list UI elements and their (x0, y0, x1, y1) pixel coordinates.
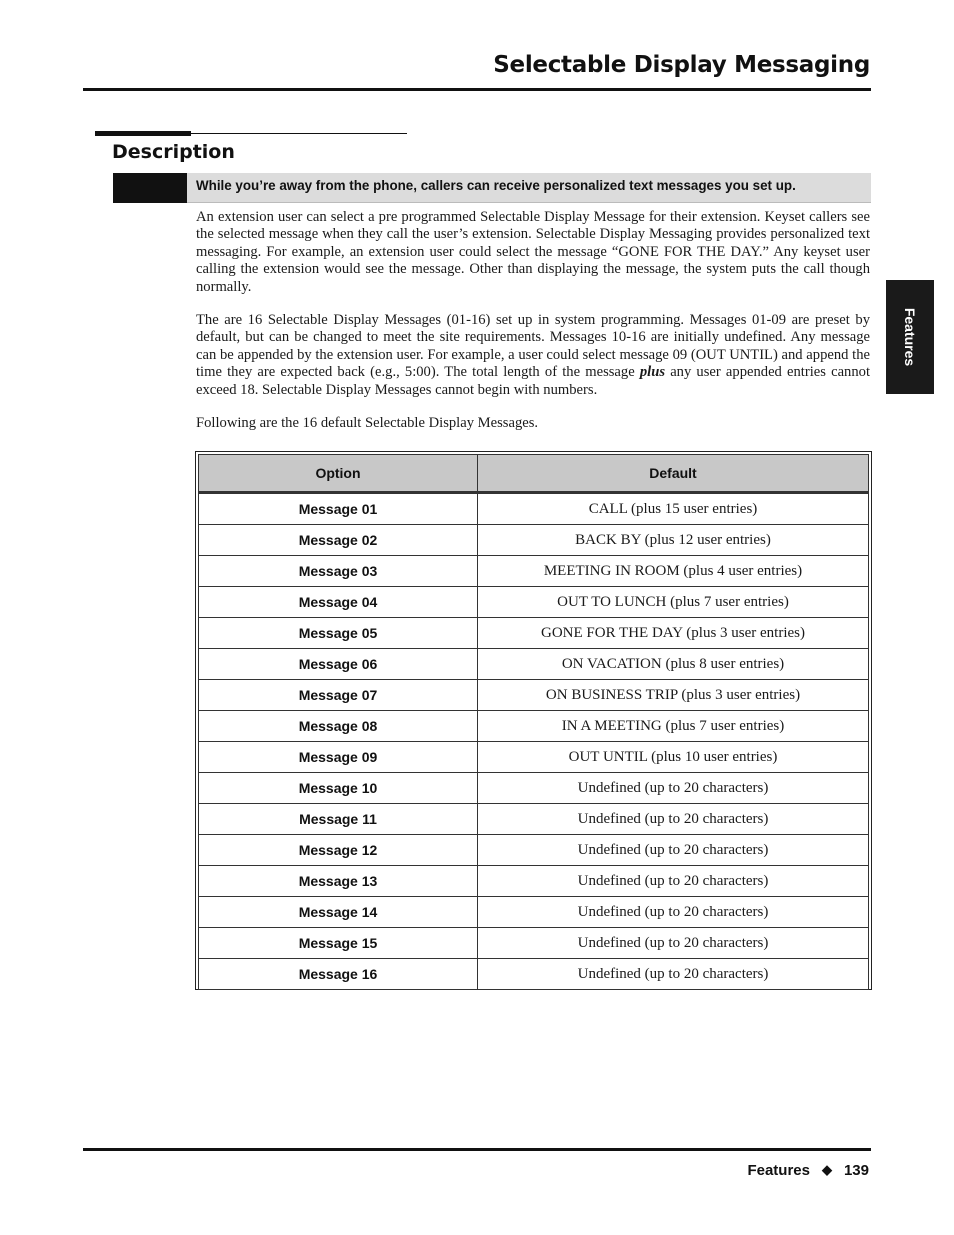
default-cell: IN A MEETING (plus 7 user entries) (478, 711, 869, 742)
page-header-title: Selectable Display Messaging (493, 52, 870, 78)
paragraph-messages-part2: any user appended entries cannot exceed 18. Selectable Display Messages cannot begin with numbers. (196, 364, 870, 398)
default-cell: MEETING IN ROOM (plus 4 user entries) (478, 556, 869, 587)
footer-rule (83, 1148, 871, 1151)
side-tab-features (886, 280, 934, 394)
table-row (199, 587, 869, 618)
side-tab-label: Features (902, 307, 918, 367)
paragraph-messages-part1: The are 16 Selectable Display Messages (01-16) set up in system programming. Messages 01-09 are preset by default, but can be changed to meet the site requirements. Messages 10-16 are initially undefined. Any message can be appended by the extension user. For example, a user could select message 09 (OUT UNTIL) and append the time they are expected back (e.g., 5:00). The total length of the message (196, 312, 870, 381)
option-cell: Message 07 (199, 680, 478, 711)
default-cell: Undefined (up to 20 characters) (478, 804, 869, 835)
summary-banner (113, 173, 871, 203)
table-row (199, 866, 869, 897)
option-cell: Message 09 (199, 742, 478, 773)
table-row (199, 649, 869, 680)
table-row (199, 525, 869, 556)
paragraph-intro: An extension user can select a pre programmed Selectable Display Message for their extension. Keyset callers see the selected message when they call the user’s extension. Selectable Display Messaging provides personalized text messaging. For example, an extension user could select the message “GONE FOR THE DAY.” Any keyset user calling the extension would see the message. Other than displaying the message, the system puts the call though normally. (196, 209, 870, 295)
option-cell: Message 01 (199, 493, 478, 525)
footer-section: Features (747, 1162, 810, 1179)
default-cell: ON BUSINESS TRIP (plus 3 user entries) (478, 680, 869, 711)
page-number: 139 (843, 1162, 869, 1179)
diamond-icon: ◆ (821, 1162, 832, 1177)
table-row (199, 493, 869, 525)
messages-table-frame (195, 451, 872, 990)
table-row (199, 897, 869, 928)
table-row (199, 742, 869, 773)
section-title: Description (112, 141, 235, 163)
default-cell: Undefined (up to 20 characters) (478, 835, 869, 866)
option-cell: Message 04 (199, 587, 478, 618)
section-bar-thin (190, 133, 407, 134)
option-cell: Message 16 (199, 959, 478, 990)
table-row (199, 711, 869, 742)
option-cell: Message 03 (199, 556, 478, 587)
column-header-option: Option (199, 455, 478, 493)
default-cell: Undefined (up to 20 characters) (478, 959, 869, 990)
table-row (199, 618, 869, 649)
table-row (199, 773, 869, 804)
summary-text: While you’re away from the phone, callers can receive personalized text messages you set up. (196, 178, 796, 193)
paragraph-messages (196, 312, 870, 399)
option-cell: Message 06 (199, 649, 478, 680)
table-row (199, 835, 869, 866)
default-cell: CALL (plus 15 user entries) (478, 493, 869, 525)
table-body (199, 493, 869, 990)
default-cell: Undefined (up to 20 characters) (478, 928, 869, 959)
option-cell: Message 13 (199, 866, 478, 897)
default-cell: ON VACATION (plus 8 user entries) (478, 649, 869, 680)
default-cell: Undefined (up to 20 characters) (478, 866, 869, 897)
messages-table (198, 454, 869, 990)
default-cell: OUT TO LUNCH (plus 7 user entries) (478, 587, 869, 618)
default-cell: Undefined (up to 20 characters) (478, 773, 869, 804)
option-cell: Message 12 (199, 835, 478, 866)
header-rule (83, 88, 871, 91)
option-cell: Message 11 (199, 804, 478, 835)
column-header-default: Default (478, 455, 869, 493)
section-bar-thick (95, 131, 191, 136)
option-cell: Message 14 (199, 897, 478, 928)
page-footer (747, 1162, 869, 1179)
table-row (199, 928, 869, 959)
option-cell: Message 08 (199, 711, 478, 742)
emphasis-plus: plus (639, 364, 666, 381)
option-cell: Message 10 (199, 773, 478, 804)
summary-marker (113, 173, 187, 203)
option-cell: Message 05 (199, 618, 478, 649)
table-row (199, 804, 869, 835)
option-cell: Message 02 (199, 525, 478, 556)
default-cell: OUT UNTIL (plus 10 user entries) (478, 742, 869, 773)
default-cell: Undefined (up to 20 characters) (478, 897, 869, 928)
option-cell: Message 15 (199, 928, 478, 959)
table-header-row (199, 455, 869, 493)
default-cell: BACK BY (plus 12 user entries) (478, 525, 869, 556)
default-cell: GONE FOR THE DAY (plus 3 user entries) (478, 618, 869, 649)
paragraph-following: Following are the 16 default Selectable Display Messages. (196, 415, 539, 431)
table-row (199, 556, 869, 587)
table-row (199, 959, 869, 990)
table-row (199, 680, 869, 711)
